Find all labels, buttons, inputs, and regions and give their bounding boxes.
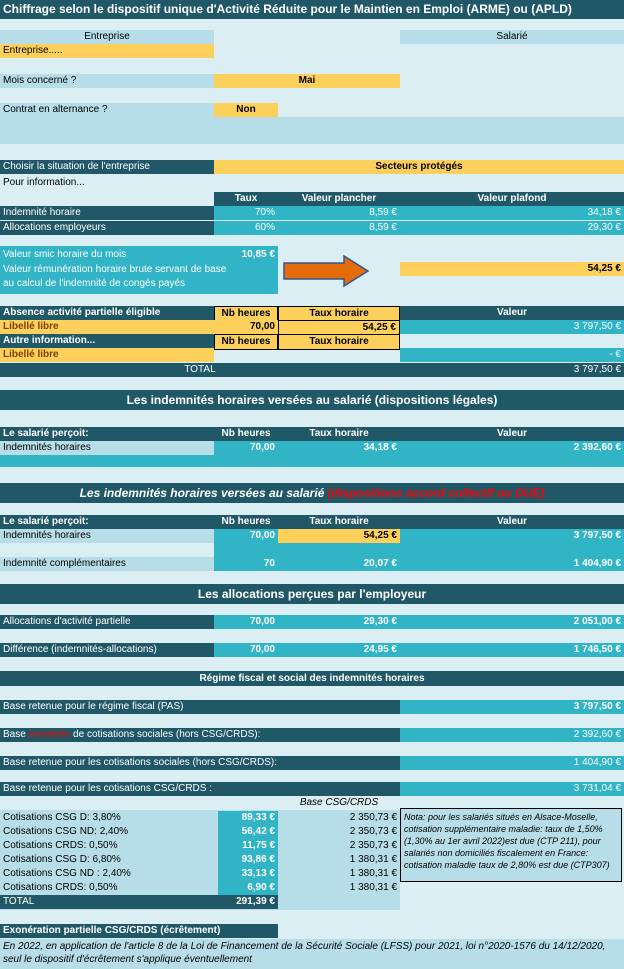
legal-header-label: Le salarié perçoit: bbox=[3, 428, 89, 439]
rates-row-label: Allocations employeurs bbox=[0, 221, 214, 235]
accord-row-nb: 70 bbox=[214, 557, 278, 571]
rates-row-plancher: 8,59 € bbox=[278, 206, 400, 220]
accord-title-red: (dispositions accord collectif ou DUE) bbox=[327, 486, 545, 500]
alloc-row-taux: 29,30 € bbox=[278, 615, 400, 629]
spacer-band bbox=[0, 117, 624, 144]
pas-value: 3 797,50 € bbox=[400, 700, 624, 714]
soc-value: 1 404,90 € bbox=[400, 756, 624, 770]
cotisation-value: 11,75 € bbox=[218, 839, 278, 853]
accord-title-main: Les indemnités horaires versées au salarié bbox=[79, 486, 325, 500]
salarie-header: Salarié bbox=[400, 30, 624, 44]
alloc-row-valeur: 1 746,50 € bbox=[400, 643, 624, 657]
footer-note: En 2022, en application de l'article 8 de la Loi de Financement de la Sécurité Sociale (LFSS) pour 2021, loi n°2020-1576 du 14/12/2020, seul le dispositif d'écrêtement s'applique éventuellement bbox=[0, 939, 624, 969]
legal-row-valeur: 2 392,60 € bbox=[400, 441, 624, 455]
mois-label: Mois concerné ? bbox=[0, 74, 214, 88]
rates-row-plafond: 29,30 € bbox=[400, 221, 624, 235]
absence-valeur-2: - € bbox=[400, 348, 624, 362]
cotisation-base: 1 380,31 € bbox=[349, 854, 397, 865]
legal-header-valeur: Valeur bbox=[496, 428, 528, 439]
legal-row-nb: 70,00 bbox=[214, 441, 278, 455]
info-label: Pour information... bbox=[3, 177, 85, 188]
rates-header-plancher: Valeur plancher bbox=[301, 193, 377, 204]
soc-label: Base retenue pour les cotisations sociales (hors CSG/CRDS): bbox=[0, 756, 400, 770]
accord-header-label: Le salarié perçoit: bbox=[3, 516, 89, 527]
absence-total-value: 3 797,50 € bbox=[400, 363, 624, 377]
cotisation-total-value: 291,39 € bbox=[214, 895, 278, 909]
situation-select[interactable]: Secteurs protégés bbox=[214, 160, 624, 174]
cotisation-label: Cotisations CSG D: 3,80% bbox=[3, 812, 121, 823]
cotisation-base: 2 350,73 € bbox=[349, 812, 397, 823]
note-box: Nota: pour les salariés situés en Alsace-Moselle, cotisation supplémentaire maladie: taux de 1,50% (1,30% au 1er avril 2022)est due (CTP 211), pour salariés non domiciliés fiscalement en France: cotisation maladie taux de 2,80% est due (CTP307) bbox=[400, 808, 622, 882]
cotisation-base: 1 380,31 € bbox=[349, 882, 397, 893]
csg-value: 3 731,04 € bbox=[400, 782, 624, 796]
remun-value: 54,25 € bbox=[400, 262, 624, 276]
exo-label-red: exonérée bbox=[28, 729, 71, 740]
cotisation-value: 6,90 € bbox=[218, 881, 278, 895]
entreprise-name-input[interactable]: Entreprise..... bbox=[0, 44, 214, 58]
arrow-right-icon bbox=[282, 254, 372, 288]
absence-total-label: TOTAL bbox=[0, 363, 400, 377]
cotisation-label: Cotisations CRDS: 0,50% bbox=[3, 840, 118, 851]
legal-section-title: Les indemnités horaires versées au salarié (dispositions légales) bbox=[0, 390, 624, 410]
cotisation-value: 89,33 € bbox=[218, 811, 278, 825]
entreprise-header: Entreprise bbox=[0, 30, 214, 44]
rates-row-taux: 60% bbox=[214, 221, 278, 235]
libelle-input-2[interactable]: Libellé libre bbox=[0, 348, 214, 362]
accord-spacer bbox=[214, 543, 624, 557]
smic-label: Valeur smic horaire du mois bbox=[3, 249, 127, 260]
cotisation-total-label: TOTAL bbox=[0, 895, 214, 909]
absence-taux-value: 54,25 € bbox=[278, 320, 400, 336]
accord-header-nb: Nb heures bbox=[221, 516, 271, 527]
contrat-select[interactable]: Non bbox=[214, 103, 278, 117]
rates-header-taux: Taux bbox=[234, 193, 258, 204]
cotisation-base: 2 350,73 € bbox=[349, 826, 397, 837]
alloc-row-nb: 70,00 bbox=[214, 615, 278, 629]
libelle-input-1[interactable]: Libellé libre bbox=[0, 320, 214, 334]
accord-row-nb: 70,00 bbox=[214, 529, 278, 543]
absence-valeur-1: 3 797,50 € bbox=[400, 320, 624, 334]
remun-label-line1: Valeur rémunération horaire brute servant de base bbox=[3, 264, 227, 275]
legal-header-nb: Nb heures bbox=[221, 428, 271, 439]
rates-row-plafond: 34,18 € bbox=[400, 206, 624, 220]
alloc-section-title: Les allocations perçues par l'employeur bbox=[0, 584, 624, 604]
absence-header-nb: Nb heures bbox=[214, 306, 278, 322]
alloc-row-nb: 70,00 bbox=[214, 643, 278, 657]
cotisation-label: Cotisations CSG ND: 2,40% bbox=[3, 826, 129, 837]
accord-header-valeur: Valeur bbox=[496, 516, 528, 527]
situation-label: Choisir la situation de l'entreprise bbox=[0, 160, 214, 174]
legal-row-taux: 34,18 € bbox=[278, 441, 400, 455]
absence-nb-input[interactable]: 70,00 bbox=[214, 320, 278, 334]
rates-row-taux: 70% bbox=[214, 206, 278, 220]
exoneration-label: Exonération partielle CSG/CRDS (écrêtement) bbox=[0, 924, 278, 938]
exo-label-after: de cotisations sociales (hors CSG/CRDS): bbox=[70, 729, 261, 740]
smic-value: 10,85 € bbox=[241, 249, 275, 260]
exo-label-before: Base bbox=[3, 729, 29, 740]
absence-header-taux: Taux horaire bbox=[278, 306, 400, 322]
contrat-label: Contrat en alternance ? bbox=[0, 103, 214, 117]
rates-row-label: Indemnité horaire bbox=[0, 206, 214, 220]
cotisation-label: Cotisations CRDS: 0,50% bbox=[3, 882, 118, 893]
pas-label: Base retenue pour le régime fiscal (PAS) bbox=[0, 700, 400, 714]
autre-header-taux: Taux horaire bbox=[278, 334, 400, 350]
cotisation-value: 33,13 € bbox=[218, 867, 278, 881]
exo-value: 2 392,60 € bbox=[400, 728, 624, 742]
autre-header-nb: Nb heures bbox=[214, 334, 278, 350]
cotisation-value: 93,86 € bbox=[218, 853, 278, 867]
accord-section-title bbox=[0, 483, 624, 503]
alloc-row-label: Allocations d'activité partielle bbox=[0, 615, 214, 629]
alloc-row-taux: 24,95 € bbox=[278, 643, 400, 657]
legal-spacer bbox=[0, 455, 624, 467]
legal-row-label: Indemnités horaires bbox=[0, 441, 214, 455]
alloc-row-label: Différence (indemnités-allocations) bbox=[0, 643, 214, 657]
alloc-row-valeur: 2 051,00 € bbox=[400, 615, 624, 629]
rates-row-plancher: 8,59 € bbox=[278, 221, 400, 235]
sheet-title: Chiffrage selon le dispositif unique d'Activité Réduite pour le Maintien en Emploi (ARME) ou (APLD) bbox=[0, 0, 624, 19]
regime-section-title: Régime fiscal et social des indemnités horaires bbox=[0, 671, 624, 686]
accord-row-valeur: 1 404,90 € bbox=[400, 557, 624, 571]
cotisation-base: 2 350,73 € bbox=[349, 840, 397, 851]
accord-row-valeur: 3 797,50 € bbox=[400, 529, 624, 543]
mois-select[interactable]: Mai bbox=[214, 74, 400, 88]
cotisation-base: 1 380,31 € bbox=[349, 868, 397, 879]
accord-row-taux: 20,07 € bbox=[278, 557, 400, 571]
cotisation-value: 56,42 € bbox=[218, 825, 278, 839]
exo-label bbox=[0, 728, 400, 742]
csg-label: Base retenue pour les cotisations CSG/CRDS : bbox=[0, 782, 400, 796]
cotisation-label: Cotisations CSG ND : 2,40% bbox=[3, 868, 131, 879]
remun-label-line2: au calcul de l'indemnité de congés payés bbox=[3, 278, 186, 289]
autre-info-label: Autre information... bbox=[0, 334, 214, 348]
accord-header-taux: Taux horaire bbox=[309, 516, 369, 527]
legal-header-taux: Taux horaire bbox=[309, 428, 369, 439]
rates-header-plafond: Valeur plafond bbox=[477, 193, 547, 204]
base-csg-header: Base CSG/CRDS bbox=[299, 797, 379, 808]
accord-taux-input[interactable]: 54,25 € bbox=[278, 529, 400, 543]
absence-label: Absence activité partielle éligible bbox=[0, 306, 214, 320]
accord-row-label: Indemnité complémentaires bbox=[0, 557, 214, 571]
cotisation-label: Cotisations CSG D: 6,80% bbox=[3, 854, 121, 865]
accord-row-label: Indemnités horaires bbox=[0, 529, 214, 543]
absence-header-valeur: Valeur bbox=[400, 306, 624, 320]
